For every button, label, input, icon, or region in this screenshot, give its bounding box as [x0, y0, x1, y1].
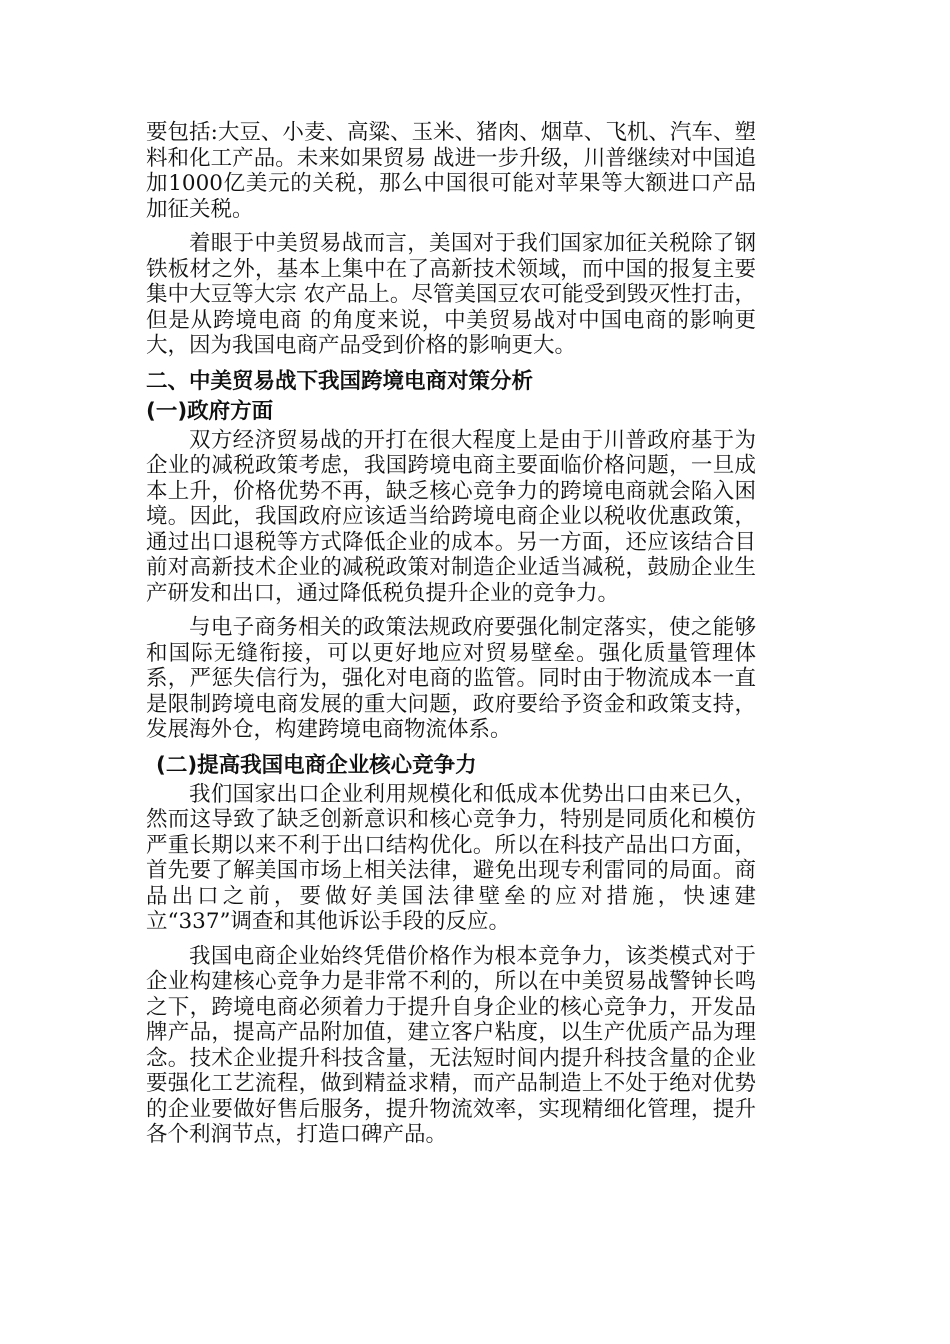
paragraph-export-innovation: 我们国家出口企业利用规模化和低成本优势出口由来已久，然而这导致了缺乏创新意识和核心竞争力，特别是同质化和模仿严重长期以来不利于出口结构优化。所以在科技产品出口方面，首先要了解美国市场上相关法律，避免出现专利雷同的局面。商品出口之前，要做好美国法律壁垒的应对措施，快速建立“337”调查和其他诉讼手段的反应。: [146, 781, 756, 934]
paragraph-regulation: 与电子商务相关的政策法规政府要强化制定落实，使之能够和国际无缝衔接，可以更好地应对贸易壁垒。强化质量管理体系，严惩失信行为，强化对电商的监管。同时由于物流成本一直是限制跨境电商发展的重大问题，政府要给予资金和政策支持，发展海外仓，构建跨境电商物流体系。: [146, 615, 756, 742]
subsection-heading-government: (一)政府方面: [146, 398, 274, 424]
subsection-heading-competitiveness: (二)提高我国电商企业核心竞争力: [156, 752, 477, 778]
paragraph-continuation: 要包括:大豆、小麦、高粱、玉米、猪肉、烟草、飞机、汽车、塑料和化工产品。未来如果贸易 战进一步升级，川普继续对中国追加1000亿美元的关税，那么中国很可能对苹果等大额进口产品加征关税。: [146, 120, 756, 222]
paragraph-core-competitiveness: 我国电商企业始终凭借价格作为根本竞争力，该类模式对于企业构建核心竞争力是非常不利的，所以在中美贸易战警钟长鸣之下，跨境电商必须着力于提升自身企业的核心竞争力，开发品牌产品，提高产品附加值，建立客户粘度，以生产优质产品为理念。技术企业提升科技含量，无法短时间内提升科技含量的企业要强化工艺流程，做到精益求精，而产品制造上不处于绝对优势的企业要做好售后服务，提升物流效率，实现精细化管理，提升各个利润节点，打造口碑产品。: [146, 943, 756, 1147]
section-heading-countermeasures: 二、中美贸易战下我国跨境电商对策分析: [146, 368, 534, 394]
paragraph-trade-war-impact: 着眼于中美贸易战而言，美国对于我们国家加征关税除了钢铁板材之外，基本上集中在了高新技术领域，而中国的报复主要集中大豆等大宗 农产品上。尽管美国豆农可能受到毁灭性打击，但是从跨境电商 的角度来说，中美贸易战对中国电商的影响更大，因为我国电商产品受到价格的影响更大。: [146, 231, 756, 358]
paragraph-tax-policy: 双方经济贸易战的开打在很大程度上是由于川普政府基于为企业的减税政策考虑，我国跨境电商主要面临价格问题，一旦成本上升，价格优势不再，缺乏核心竞争力的跨境电商就会陷入困境。因此，我国政府应该适当给跨境电商企业以税收优惠政策，通过出口退税等方式降低企业的成本。另一方面，还应该结合目前对高新技术企业的减税政策对制造企业适当减税，鼓励企业生产研发和出口，通过降低税负提升企业的竞争力。: [146, 427, 756, 606]
document-body: [146, 120, 756, 1157]
